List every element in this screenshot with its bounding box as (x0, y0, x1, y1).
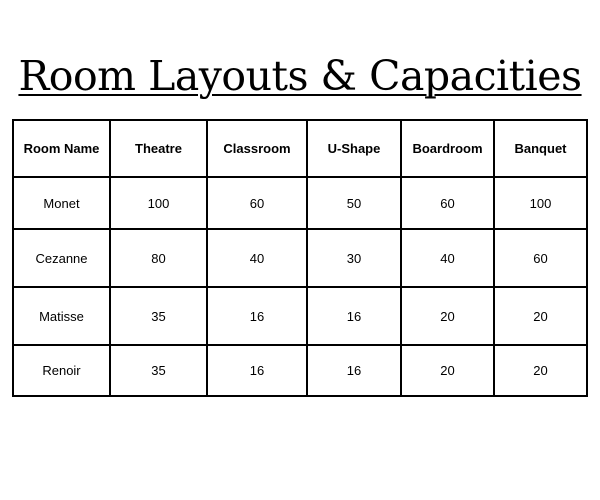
u-shape-cell: 16 (307, 345, 401, 396)
banquet-cell: 20 (494, 345, 587, 396)
u-shape-cell: 30 (307, 229, 401, 287)
room-name-cell: Monet (13, 177, 110, 229)
column-header-banquet: Banquet (494, 120, 587, 177)
room-name-cell: Matisse (13, 287, 110, 345)
table-row (13, 229, 587, 287)
banquet-cell: 100 (494, 177, 587, 229)
boardroom-cell: 60 (401, 177, 494, 229)
theatre-cell: 35 (110, 345, 207, 396)
u-shape-cell: 16 (307, 287, 401, 345)
page-title: Room Layouts & Capacities (18, 52, 582, 100)
theatre-cell: 100 (110, 177, 207, 229)
room-name-cell: Cezanne (13, 229, 110, 287)
boardroom-cell: 40 (401, 229, 494, 287)
theatre-cell: 35 (110, 287, 207, 345)
classroom-cell: 60 (207, 177, 307, 229)
column-header-boardroom: Boardroom (401, 120, 494, 177)
boardroom-cell: 20 (401, 345, 494, 396)
capacities-table (12, 119, 588, 397)
header-row (13, 120, 587, 177)
u-shape-cell: 50 (307, 177, 401, 229)
column-header-u-shape: U-Shape (307, 120, 401, 177)
classroom-cell: 16 (207, 287, 307, 345)
column-header-classroom: Classroom (207, 120, 307, 177)
classroom-cell: 16 (207, 345, 307, 396)
column-header-room-name: Room Name (13, 120, 110, 177)
column-header-theatre: Theatre (110, 120, 207, 177)
table-row (13, 287, 587, 345)
room-name-cell: Renoir (13, 345, 110, 396)
boardroom-cell: 20 (401, 287, 494, 345)
theatre-cell: 80 (110, 229, 207, 287)
table-row (13, 177, 587, 229)
banquet-cell: 60 (494, 229, 587, 287)
banquet-cell: 20 (494, 287, 587, 345)
table-row (13, 345, 587, 396)
classroom-cell: 40 (207, 229, 307, 287)
